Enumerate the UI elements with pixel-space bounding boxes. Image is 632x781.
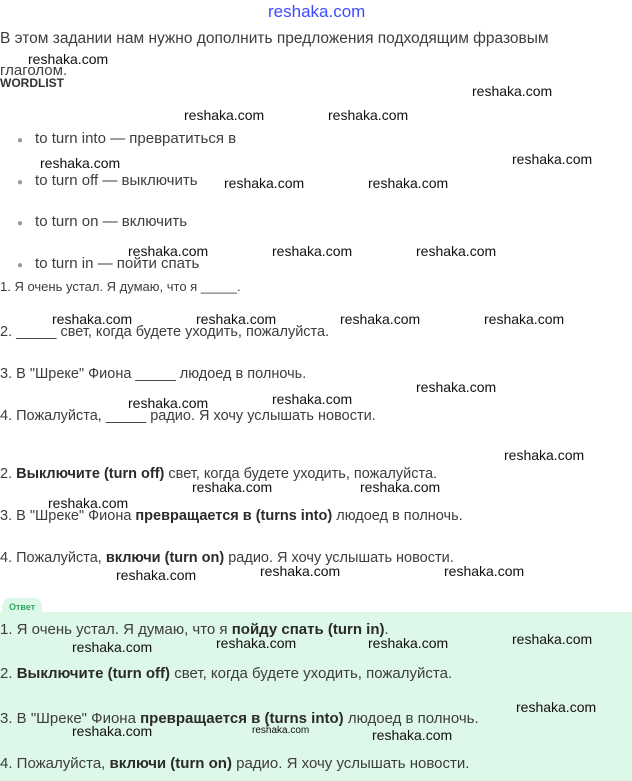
watermark: reshaka.com (472, 83, 553, 99)
watermark: reshaka.com (252, 725, 310, 736)
watermark: reshaka.com (416, 379, 497, 395)
watermark: reshaka.com (516, 699, 597, 715)
watermark: reshaka.com (512, 631, 593, 647)
site-brand-link[interactable]: reshaka.com (268, 2, 366, 21)
watermark: reshaka.com (128, 243, 209, 259)
watermark: reshaka.com (360, 479, 441, 495)
bullet-icon: ● (17, 218, 24, 229)
question-3: 3. В "Шреке" Фиона _____ людоед в полночь. (0, 366, 307, 382)
watermark: reshaka.com (184, 107, 265, 123)
cut-sentence: 1. Я очень устал. Я думаю, что я _____. (0, 279, 241, 294)
filled-sentence-4: 4. Пожалуйста, включи (turn on) радио. Я хочу услышать новости. (0, 550, 454, 566)
intro-line-1: В этом задании нам нужно дополнить предложения подходящим фразовым (0, 30, 549, 47)
question-4: 4. Пожалуйста, _____ радио. Я хочу услышать новости. (0, 408, 376, 424)
watermark: reshaka.com (28, 51, 109, 67)
watermark: reshaka.com (196, 311, 277, 327)
watermark: reshaka.com (52, 311, 133, 327)
bullet-icon: ● (17, 135, 24, 146)
answer-4: 4. Пожалуйста, включи (turn on) радио. Я хочу услышать новости. (0, 755, 470, 772)
watermark: reshaka.com (216, 635, 297, 651)
question-2: 2. _____ свет, когда будете уходить, пожалуйста. (0, 324, 330, 340)
wordlist-item: ● to turn in — пойти спать (17, 255, 200, 272)
watermark: reshaka.com (128, 395, 209, 411)
answer-3: 3. В "Шреке" Фиона превращается в (turns into) людоед в полночь. (0, 710, 479, 727)
watermark: reshaka.com (484, 311, 565, 327)
watermark: reshaka.com (40, 155, 121, 171)
watermark: reshaka.com (224, 175, 305, 191)
filled-sentence-3: 3. В "Шреке" Фиона превращается в (turns into) людоед в полночь. (0, 508, 463, 524)
watermark: reshaka.com (372, 727, 453, 743)
bullet-icon: ● (17, 260, 24, 271)
watermark: reshaka.com (504, 447, 585, 463)
answer-badge: Ответ (2, 598, 42, 616)
watermark: reshaka.com (328, 107, 409, 123)
watermark: reshaka.com (72, 723, 153, 739)
wordlist-item: ● to turn on — включить (17, 213, 188, 230)
watermark: reshaka.com (512, 151, 593, 167)
answer-2: 2. Выключите (turn off) свет, когда будете уходить, пожалуйста. (0, 665, 453, 682)
bullet-icon: ● (17, 177, 24, 188)
intro-line-2: глаголом. (0, 62, 68, 79)
watermark: reshaka.com (340, 311, 421, 327)
wordlist-heading: WORDLIST (0, 76, 64, 90)
watermark: reshaka.com (272, 243, 353, 259)
watermark: reshaka.com (368, 635, 449, 651)
watermark: reshaka.com (272, 391, 353, 407)
watermark: reshaka.com (444, 563, 525, 579)
answer-1: 1. Я очень устал. Я думаю, что я пойду спать (turn in). (0, 621, 389, 638)
watermark: reshaka.com (368, 175, 449, 191)
watermark: reshaka.com (116, 567, 197, 583)
watermark: reshaka.com (192, 479, 273, 495)
wordlist-item: ● to turn off — выключить (17, 172, 198, 189)
filled-sentence-2: 2. Выключите (turn off) свет, когда будете уходить, пожалуйста. (0, 466, 438, 482)
wordlist-item: ● to turn into — превратиться в (17, 130, 237, 147)
watermark: reshaka.com (72, 639, 153, 655)
watermark: reshaka.com (48, 495, 129, 511)
watermark: reshaka.com (260, 563, 341, 579)
watermark: reshaka.com (416, 243, 497, 259)
